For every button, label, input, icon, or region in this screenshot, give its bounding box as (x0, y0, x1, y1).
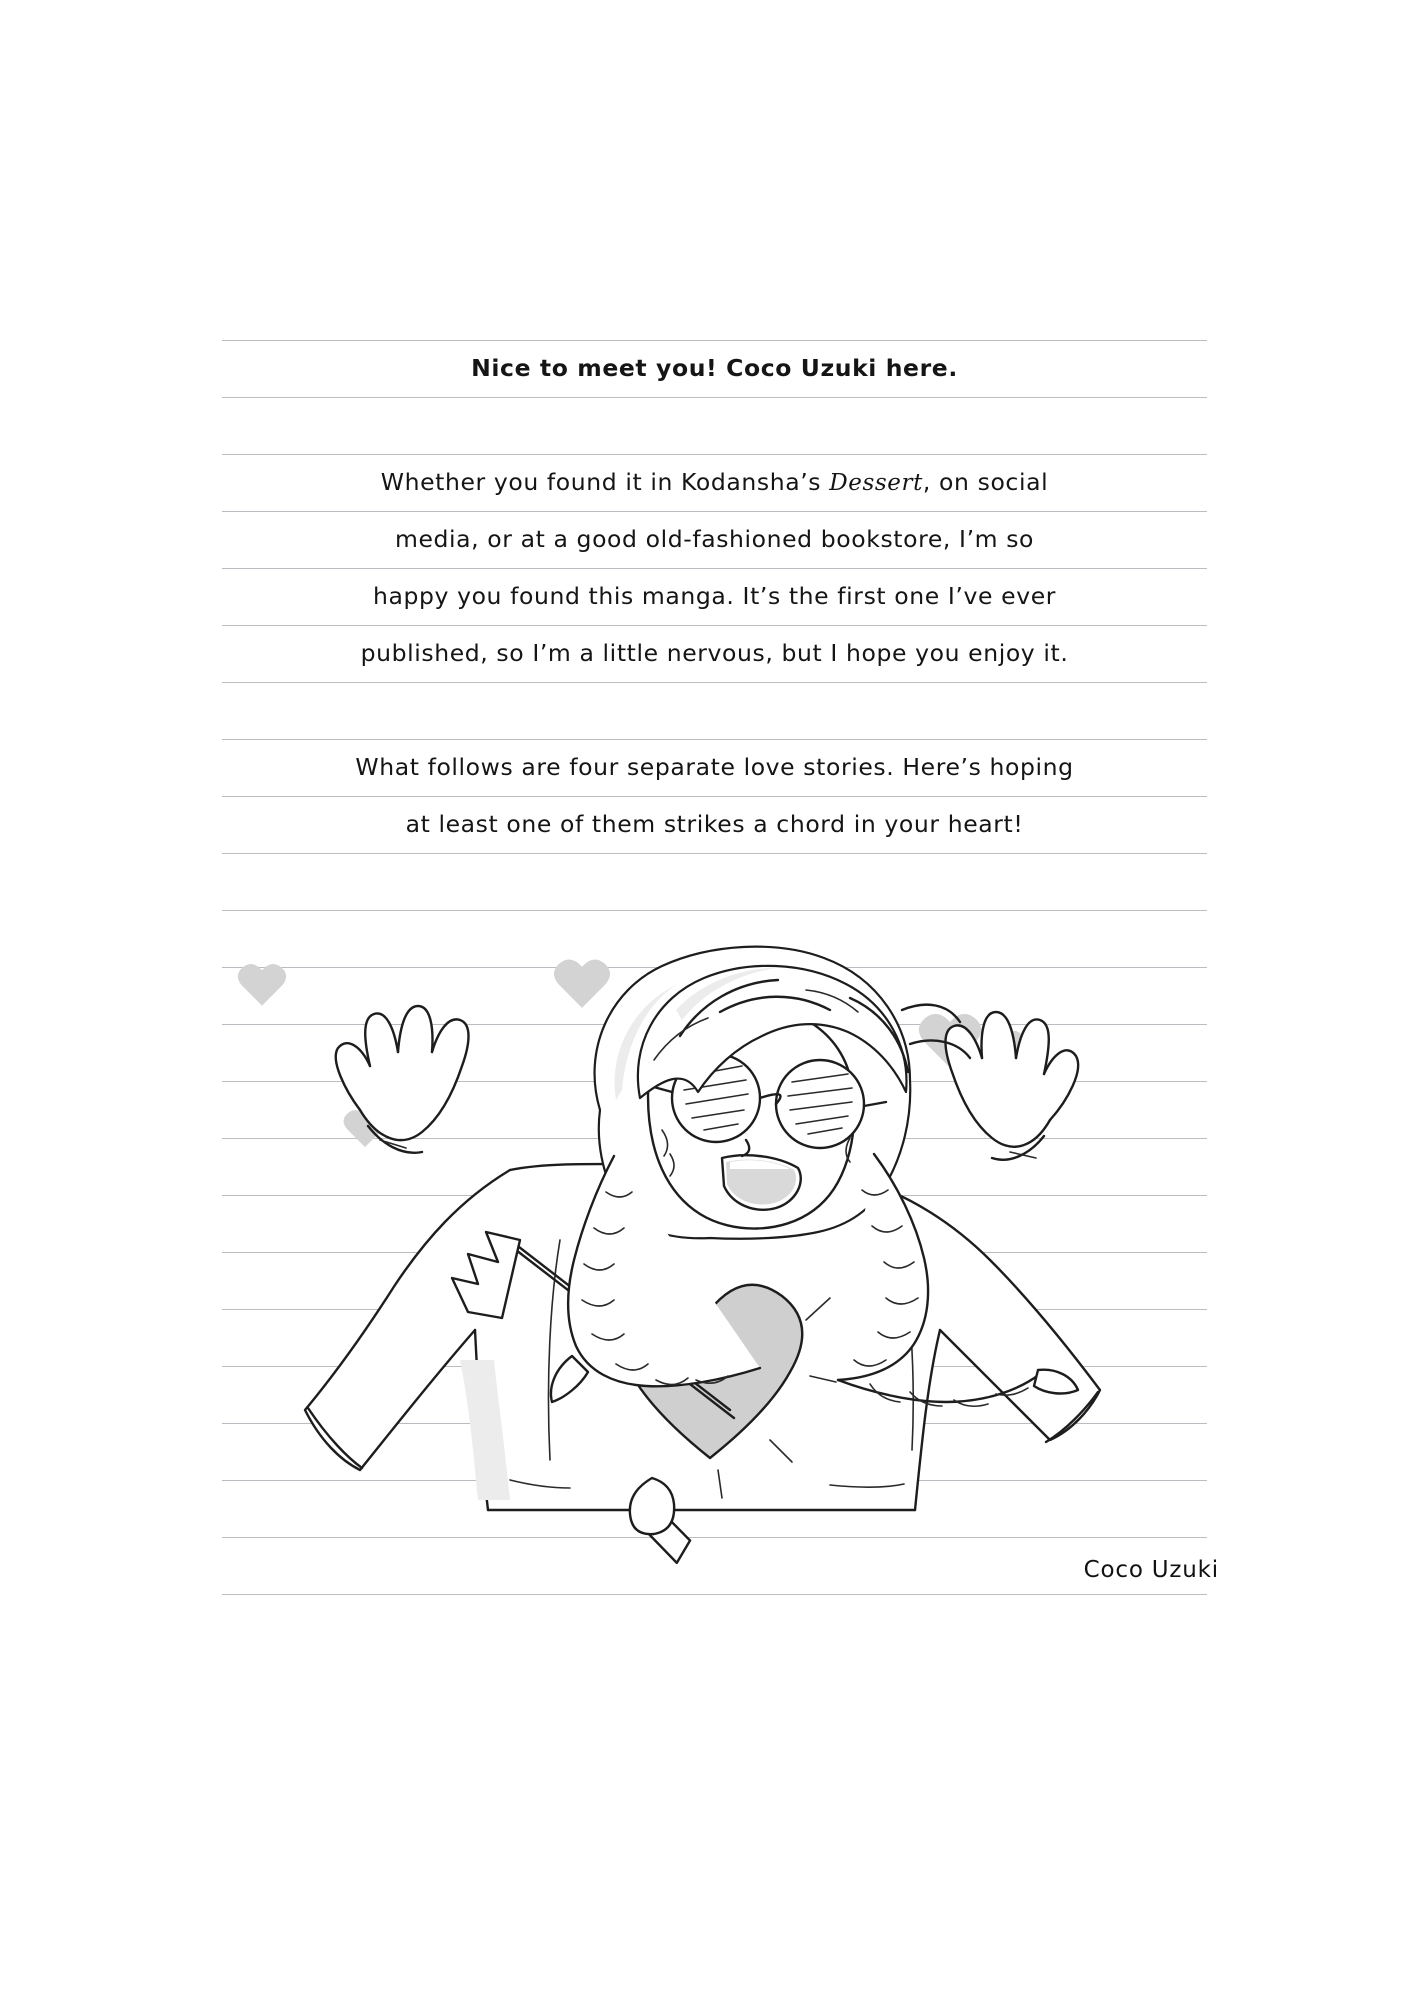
line-text-post: , on social (922, 468, 1049, 496)
author-signature: Coco Uzuki (1083, 1557, 1219, 1583)
paragraph-gap-2 (222, 682, 1207, 739)
line-text-pre: Whether you found it in Kodansha’s (380, 468, 830, 496)
letter-paragraph2-line2: at least one of them strikes a chord in your heart! (405, 810, 1024, 838)
letter-body (222, 340, 1207, 853)
letter-paragraph1-line2: media, or at a good old-fashioned bookstore, I’m so (394, 525, 1035, 553)
letter-paragraph1-line3: happy you found this manga. It’s the first one I’ve ever (372, 582, 1057, 610)
paragraph-gap (222, 397, 1207, 454)
letter-paragraph1-line4: published, so I’m a little nervous, but I hope you enjoy it. (360, 639, 1069, 667)
rule-line (222, 853, 1207, 854)
letter-paragraph1-line1 (222, 454, 1207, 511)
letter-greeting: Nice to meet you! Coco Uzuki here. (471, 354, 958, 382)
author-illustration (210, 940, 1210, 1640)
letter-paragraph2-line1: What follows are four separate love stories. Here’s hoping (355, 753, 1074, 781)
magazine-title: Dessert (829, 470, 923, 496)
rule-line (222, 910, 1207, 911)
